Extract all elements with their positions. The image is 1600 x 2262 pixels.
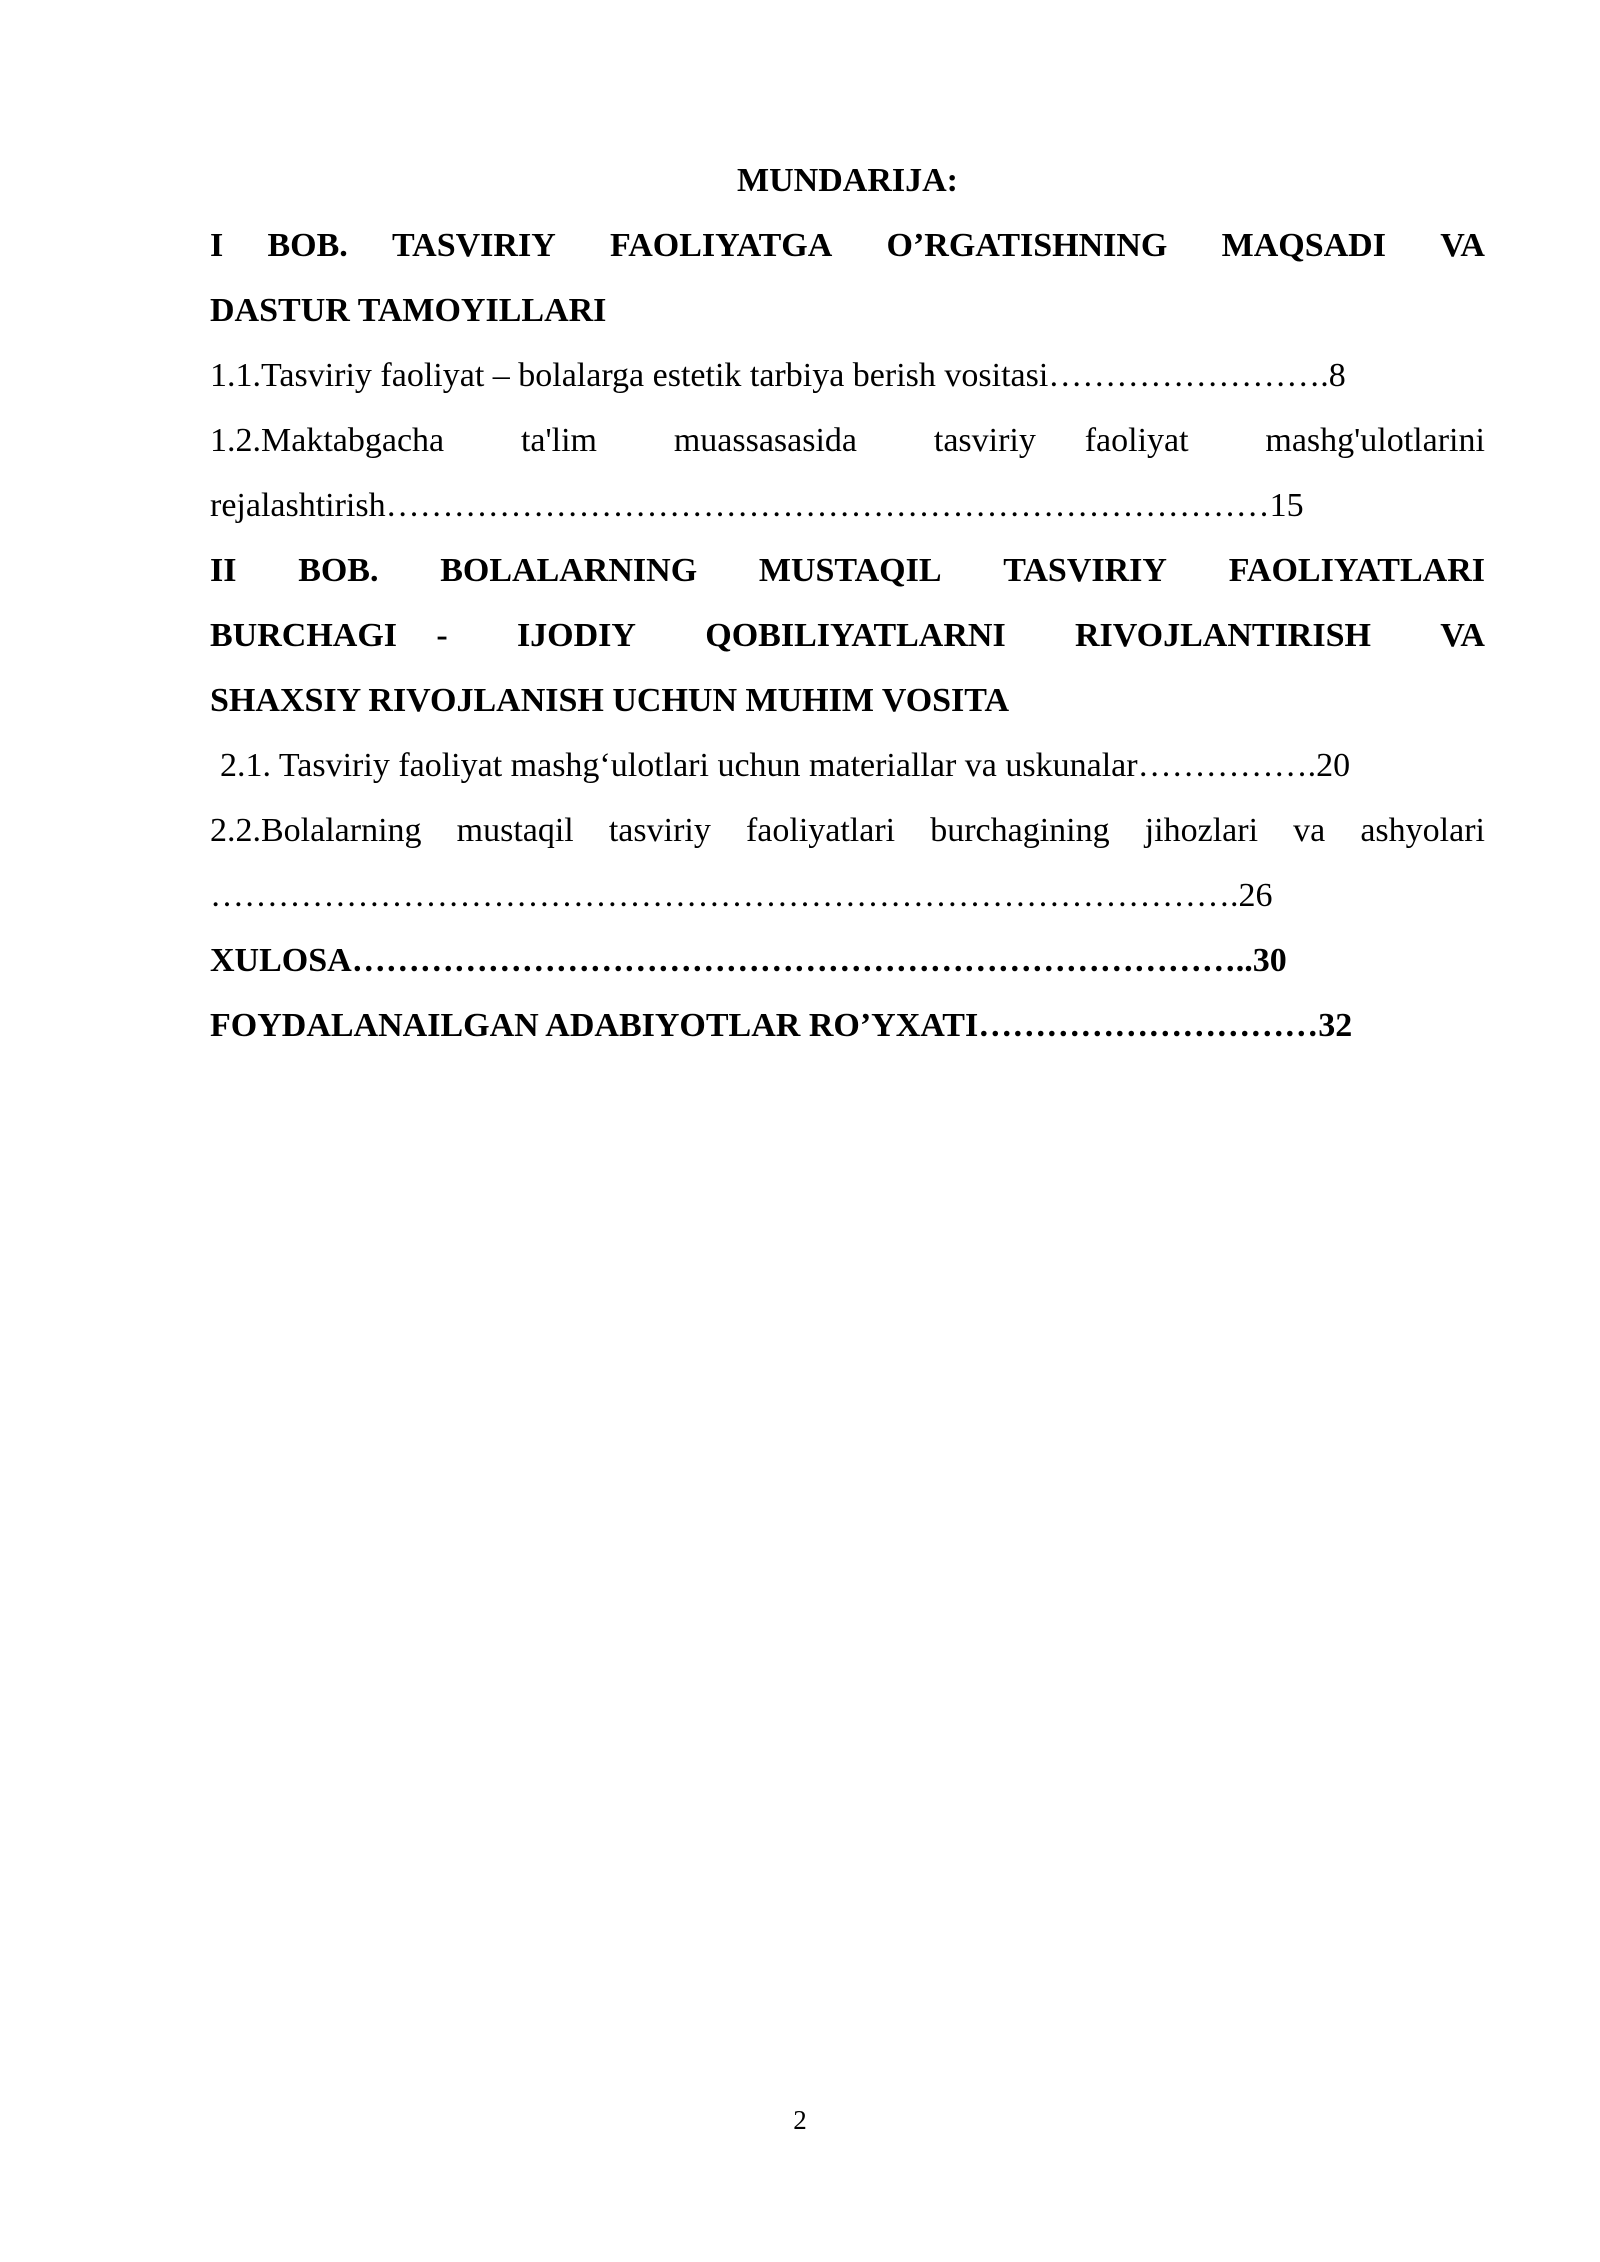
toc-entry-word: 2.2.Bolalarning [210, 812, 422, 849]
chapter-2-word: BOB. [298, 552, 379, 589]
chapter-1-title-line-2: DASTUR TAMOYILLARI [210, 292, 607, 329]
toc-entry-word: muassasasida [673, 422, 858, 459]
toc-entry-references [210, 993, 1485, 1058]
chapter-2-word: RIVOJLANTIRISH [1075, 617, 1371, 654]
toc-entry-text: FOYDALANAILGAN ADABIYOTLAR RO’YXATI [210, 1007, 979, 1044]
chapter-1-word: MAQSADI [1221, 227, 1386, 264]
toc-entry-text: 2.1. Tasviriy faoliyat mashg‘ulotlari uchun materiallar va uskunalar [220, 747, 1138, 784]
chapter-2-word: MUSTAQIL [758, 552, 942, 589]
chapter-1-word: TASVIRIY [392, 227, 556, 264]
toc-page-number: 26 [1238, 877, 1273, 914]
toc-entry-word: burchagining [930, 812, 1110, 849]
toc-entry-word: ta'lim [520, 422, 597, 459]
chapter-2-word: - [436, 617, 448, 654]
toc-leader-dots: …………………………………………………………………….. [351, 942, 1253, 979]
toc-entry-conclusion [210, 928, 1485, 993]
chapter-1-word: VA [1440, 227, 1485, 264]
chapter-1-word: I [210, 227, 224, 264]
chapter-2-word: VA [1440, 617, 1485, 654]
chapter-2-word: IJODIY [516, 617, 636, 654]
chapter-1-word: BOB. [267, 227, 348, 264]
chapter-2-word: FAOLIYATLARI [1228, 552, 1485, 589]
toc-entry-word: tasviriy [608, 812, 711, 849]
toc-entry-word: jihozlari [1144, 812, 1259, 849]
toc-entry-word: va [1293, 812, 1326, 849]
toc-entry-word: 1.2.Maktabgacha [210, 422, 445, 459]
toc-entry-word: mashg'ulotlarini [1265, 422, 1485, 459]
toc-entry-text: 1.1.Tasviriy faoliyat – bolalarga estetik tarbiya berish vositasi [210, 357, 1049, 394]
chapter-2-title-line-2 [210, 603, 1485, 668]
toc-page-number: 30 [1252, 942, 1287, 979]
chapter-2-word: QOBILIYATLARNI [705, 617, 1006, 654]
toc-page-number: 32 [1318, 1007, 1353, 1044]
toc-leader-dots: …………………………………………………………………… [385, 487, 1270, 524]
toc-leader-dots: ………………………… [978, 1007, 1319, 1044]
toc-leader-dots: ………………………………………………………………………………. [210, 877, 1239, 914]
toc-entry-1-1 [210, 343, 1485, 408]
toc-leader-dots: ……………. [1137, 747, 1317, 784]
chapter-2-word: II [210, 552, 237, 589]
toc-entry-word: faoliyatlari [745, 812, 896, 849]
chapter-1-word: O’RGATISHNING [886, 227, 1168, 264]
chapter-2-word: BOLALARNING [440, 552, 698, 589]
page-number: 2 [793, 2105, 807, 2135]
toc-entry-text: XULOSA [210, 942, 352, 979]
toc-entry-2-2-line-1 [210, 798, 1485, 863]
chapter-1-title-line-1 [210, 213, 1485, 278]
toc-entry-text: rejalashtirish [210, 487, 386, 524]
toc-page-number: 15 [1269, 487, 1304, 524]
toc-entry-2-2-line-2 [210, 863, 1485, 928]
toc-entry-1-2-line-1 [210, 408, 1485, 473]
toc-entry-word: mustaqil [456, 812, 574, 849]
chapter-1-word: FAOLIYATGA [610, 227, 833, 264]
toc-entry-word: tasviriy [933, 422, 1036, 459]
chapter-2-word: BURCHAGI [210, 617, 398, 654]
chapter-2-title-line-3: SHAXSIY RIVOJLANISH UCHUN MUHIM VOSITA [210, 682, 1009, 719]
toc-page-number: 8 [1328, 357, 1346, 394]
chapter-2-word: TASVIRIY [1003, 552, 1167, 589]
toc-heading: MUNDARIJA: [737, 162, 958, 199]
toc-leader-dots: ……………………. [1048, 357, 1329, 394]
toc-entry-2-1 [210, 733, 1485, 798]
table-of-contents [210, 148, 1485, 1058]
toc-page-number: 20 [1316, 747, 1351, 784]
toc-entry-1-2-line-2 [210, 473, 1485, 538]
toc-entry-word: ashyolari [1360, 812, 1485, 849]
chapter-2-title-line-1 [210, 538, 1485, 603]
toc-entry-word: faoliyat [1084, 422, 1189, 459]
